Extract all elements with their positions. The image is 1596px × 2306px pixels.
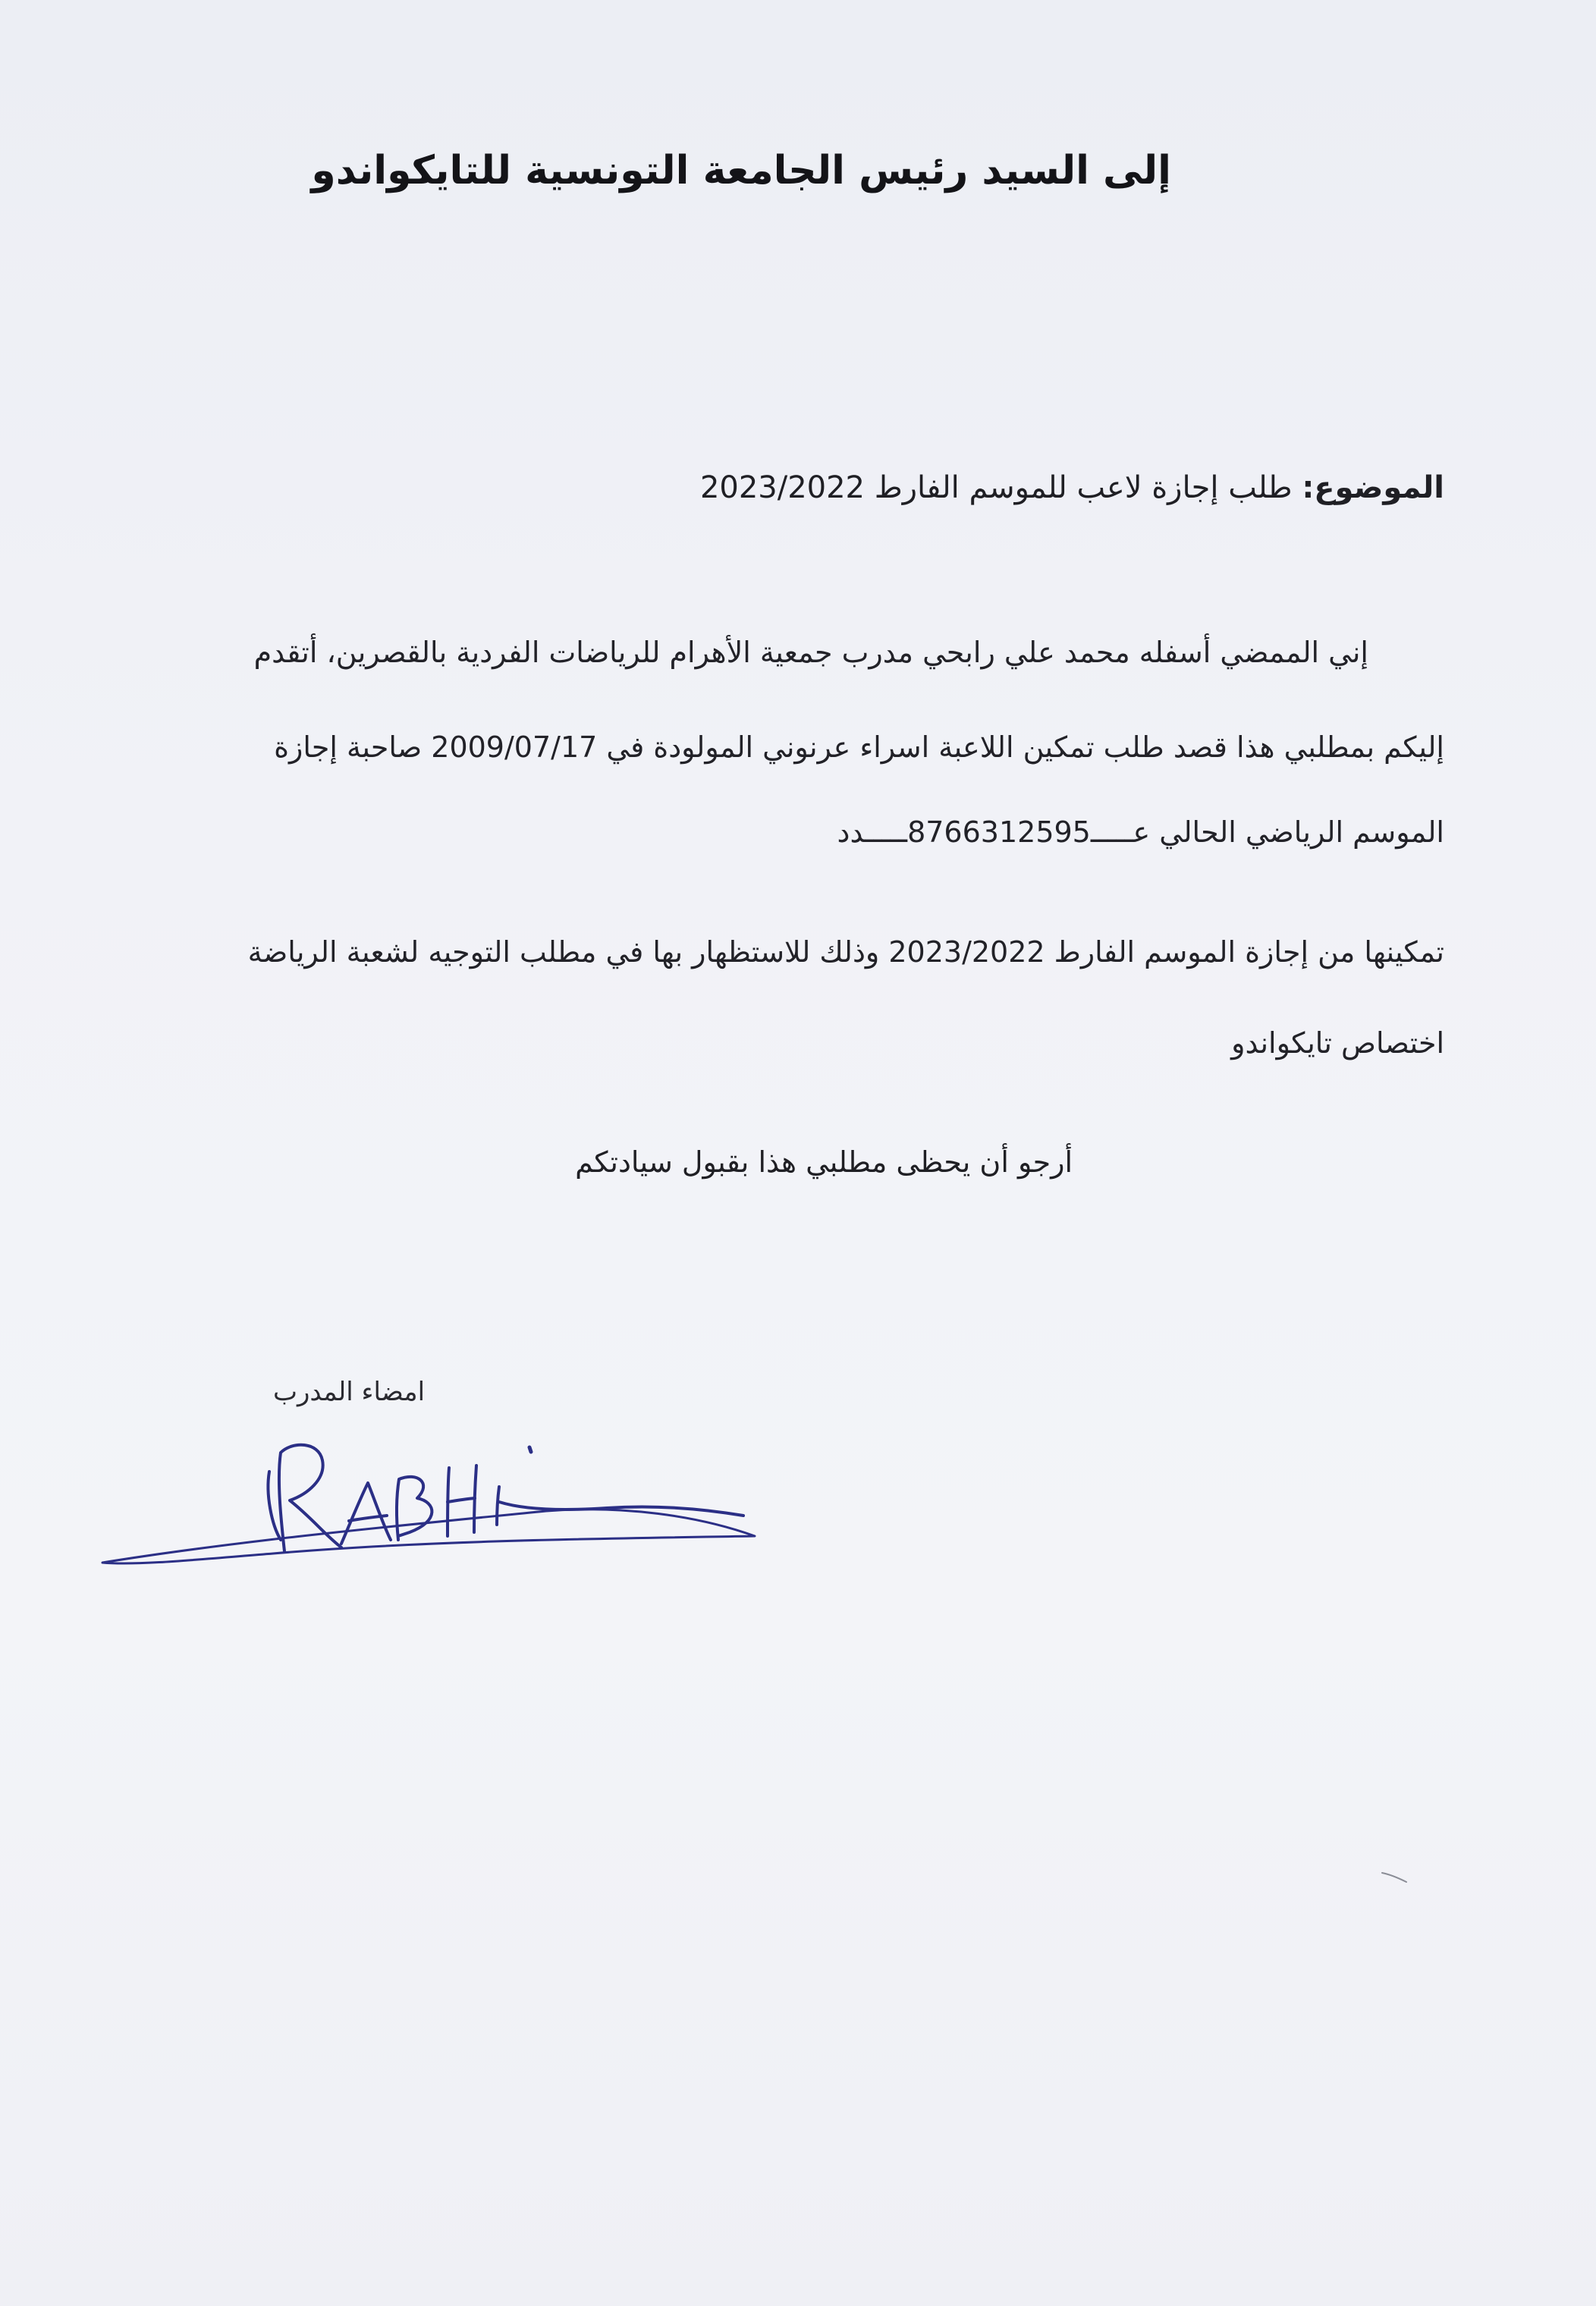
closing-line: أرجو أن يحظى مطلبي هذا بقبول سيادتكم	[575, 1145, 1073, 1179]
subject-text: طلب إجازة لاعب للموسم الفارط 2023/2022	[699, 470, 1293, 505]
paragraph-1-line-1: إني الممضي أسفله محمد علي رابحي مدرب جمعية الأهرام للرياضات الفردية بالقصرين، أتقدم	[253, 636, 1368, 669]
handwritten-signature	[91, 1426, 759, 1585]
paragraph-1-line-3: الموسم الرياضي الحالي عـــــ8766312595ـــــدد	[837, 815, 1444, 849]
subject-label: الموضوع:	[1302, 470, 1444, 505]
signature-label: امضاء المدرب	[273, 1377, 426, 1407]
paper-mark-icon	[1381, 1870, 1411, 1885]
paragraph-2-line-1: تمكينها من إجازة الموسم الفارط 2023/2022 وذلك للاستظهار بها في مطلب التوجيه لشعبة الرياضة	[247, 935, 1444, 969]
paragraph-2-line-2: اختصاص تايكواندو	[1231, 1026, 1444, 1060]
letter-title: إلى السيد رئيس الجامعة التونسية للتايكواندو	[311, 148, 1171, 193]
paragraph-1-line-2: إليكم بمطلبي هذا قصد طلب تمكين اللاعبة اسراء عرنوني المولودة في 2009/07/17 صاحبة إجازة	[274, 730, 1444, 764]
subject-line	[700, 470, 1444, 505]
